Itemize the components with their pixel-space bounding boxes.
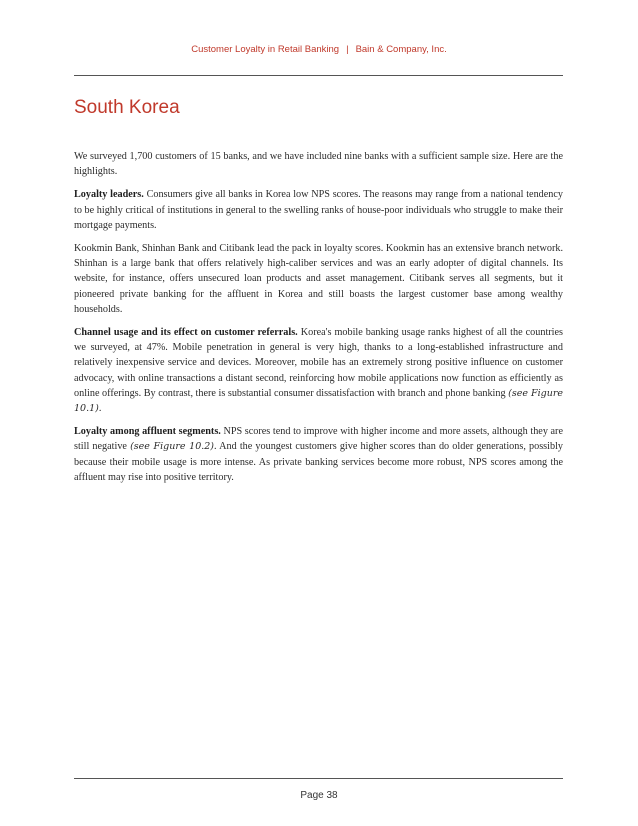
paragraph-loyalty-leaders	[74, 187, 563, 233]
footer-rule	[74, 778, 563, 779]
lead-in-affluent-segments: Loyalty among affluent segments.	[74, 426, 221, 438]
paragraph-intro: We surveyed 1,700 customers of 15 banks, and we have included nine banks with a sufficient sample size. Here are the highlights.	[74, 151, 563, 178]
lead-in-loyalty-leaders: Loyalty leaders.	[74, 189, 144, 201]
paragraph-channel-usage	[74, 325, 563, 416]
paragraph-channel-usage-end: .	[98, 403, 102, 415]
paragraph-channel-usage-text: Korea's mobile banking usage ranks highest of all the countries we surveyed, at 47%. Mobile penetration in general is very high, thanks to a long-established infrastructure and relatively inexpensive service and devices. Moreover, mobile has an extremely strong positive influence on customer advocacy, with online transactions a distant second, reinforcing how mobile applications now function as efficiently as online offerings. By contrast, there is substantial consumer dissatisfaction with branch and phone banking	[74, 327, 563, 399]
paragraph-affluent-segments	[74, 424, 563, 485]
header-rule	[74, 75, 563, 76]
header-company: Bain & Company, Inc.	[355, 44, 447, 55]
figure-reference-10-2: (see Figure 10.2)	[130, 441, 215, 453]
paragraph-loyalty-leaders-text: Consumers give all banks in Korea low NPS scores. The reasons may range from a national tendency to be highly critical of institutions in general to the swelling ranks of house-poor individuals who struggle to make their mortgage payments.	[74, 189, 563, 231]
paragraph-affluent-segments-end: . And the youngest customers give higher scores than do older generations, possibly because their mobile usage is more intense. As private banking services become more robust, NPS scores among the affluent may rise into positive territory.	[74, 441, 563, 483]
figure-reference-10-1: (see Figure 10.1)	[74, 387, 564, 415]
paragraph-kookmin: Kookmin Bank, Shinhan Bank and Citibank lead the pack in loyalty scores. Kookmin has an extensive branch network. Shinhan is a large bank that offers relatively high-caliber services and was an early adopter of digital channels. Its website, for instance, offers unsecured loan products and asset management. Citibank serves all segments, but it pioneered private banking for the affluent in Korea and still boasts the largest customer base among wealthy households.	[74, 243, 563, 315]
running-header	[0, 44, 638, 55]
lead-in-channel-usage: Channel usage and its effect on customer referrals.	[74, 327, 298, 339]
header-separator: |	[346, 44, 349, 55]
paragraph-affluent-segments-text: NPS scores tend to improve with higher income and more assets, although they are still negative	[74, 426, 563, 453]
body-text	[74, 149, 563, 493]
header-report-title: Customer Loyalty in Retail Banking	[191, 44, 340, 55]
section-title: South Korea	[74, 97, 180, 118]
page-number: Page 38	[300, 790, 338, 801]
